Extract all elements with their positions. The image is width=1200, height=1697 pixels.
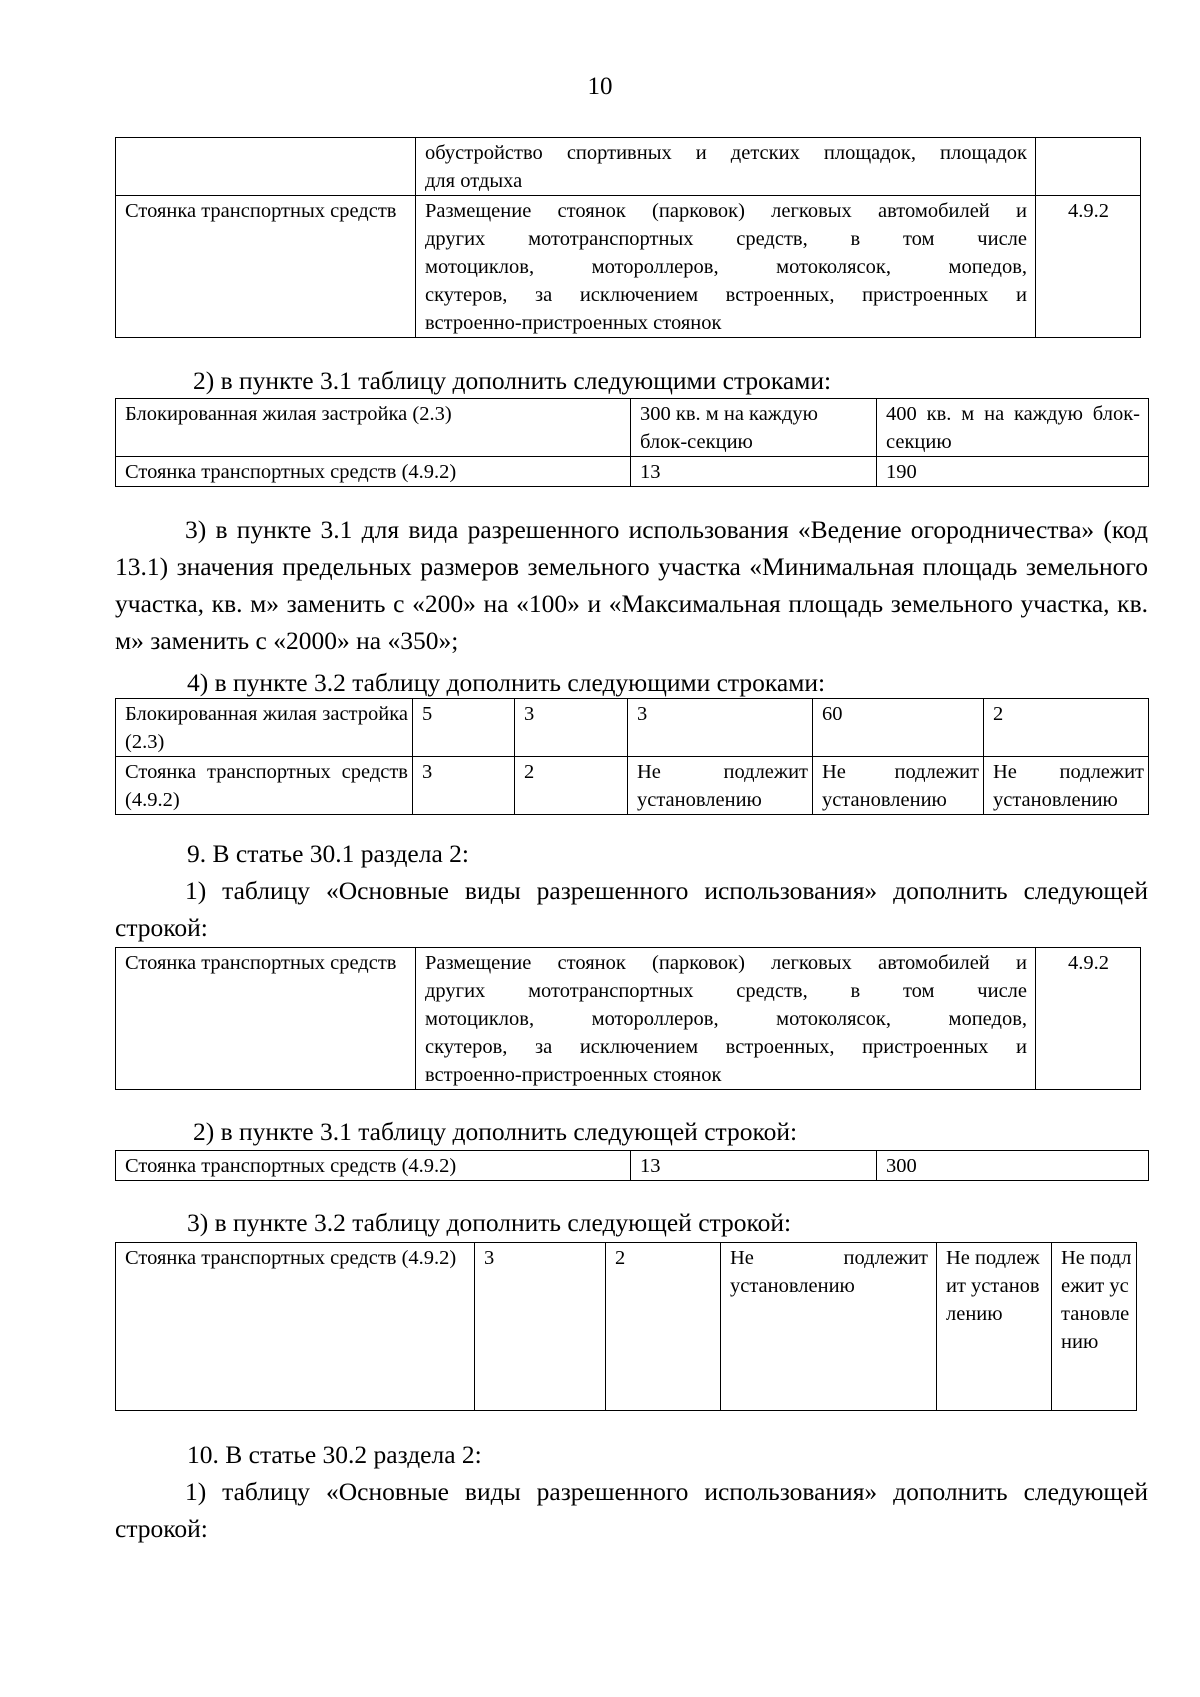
paragraph: 1) таблицу «Основные виды разрешенного использования» дополнить следующей строкой: bbox=[115, 1477, 1148, 1543]
value-cell: Не подлежит установлению bbox=[628, 757, 813, 815]
paragraph: 4) в пункте 3.2 таблицу дополнить следующими строками: bbox=[187, 668, 826, 697]
page-number: 10 bbox=[587, 73, 613, 100]
max-area-cell: 400 кв. м на каждую блок-секцию bbox=[877, 399, 1149, 457]
paragraph: 2) в пункте 3.1 таблицу дополнить следующими строками: bbox=[193, 366, 832, 395]
use-name-cell: Стоянка транспортных средств (4.9.2) bbox=[116, 457, 631, 487]
min-area-cell: 13 bbox=[631, 457, 877, 487]
use-name-cell: Блокированная жилая застройка (2.3) bbox=[116, 399, 631, 457]
table-row bbox=[116, 1243, 1137, 1411]
table-row bbox=[116, 1151, 1149, 1181]
table-row bbox=[116, 138, 1141, 196]
building-params-table bbox=[115, 698, 1149, 815]
use-code-cell: 4.9.2 bbox=[1036, 196, 1141, 338]
permitted-use-table-continued bbox=[115, 137, 1141, 338]
use-name-cell: Стоянка транспортных средств (4.9.2) bbox=[116, 757, 413, 815]
table-row bbox=[116, 699, 1149, 757]
value-cell: 2 bbox=[606, 1243, 721, 1411]
use-name-cell: Стоянка транспортных средств (4.9.2) bbox=[116, 1151, 631, 1181]
value-cell: 2 bbox=[984, 699, 1149, 757]
use-name-cell: Стоянка транспортных средств (4.9.2) bbox=[116, 1243, 475, 1411]
land-area-table bbox=[115, 398, 1149, 487]
value-cell: Не подлежит установлению bbox=[813, 757, 984, 815]
use-description-cell: Размещение стоянок (парковок) легковых автомобилей и других мототранспортных средств, в том числе мотоциклов, мотороллеров, мотоколясок, мопедов, скутеров, за исключением встроенных, пристроенных и встроенно-пристроенных стоянок bbox=[416, 948, 1036, 1090]
min-area-cell: 13 bbox=[631, 1151, 877, 1181]
building-params-table bbox=[115, 1242, 1137, 1411]
table-row bbox=[116, 399, 1149, 457]
table-row bbox=[116, 457, 1149, 487]
value-cell: Не подлежит установлению bbox=[721, 1243, 937, 1411]
paragraph: 3) в пункте 3.1 для вида разрешенного использования «Ведение огородничества» (код 13.1) значения предельных размеров земельного участка «Минимальная площадь земельного участка, кв. м» заменить с «200» на «100» и «Максимальная площадь земельного участка, кв. м» заменить с «2000» на «350»; bbox=[115, 515, 1148, 655]
use-name-cell: Блокированная жилая застройка (2.3) bbox=[116, 699, 413, 757]
value-cell: Не подлежит установлению bbox=[1052, 1243, 1137, 1411]
value-cell: Не подлежит установлению bbox=[984, 757, 1149, 815]
table-row bbox=[116, 196, 1141, 338]
max-area-cell: 300 bbox=[877, 1151, 1149, 1181]
use-description-cell: обустройство спортивных и детских площадок, площадок для отдыха bbox=[416, 138, 1036, 196]
section-heading: 9. В статье 30.1 раздела 2: bbox=[187, 839, 470, 868]
use-code-cell: 4.9.2 bbox=[1036, 948, 1141, 1090]
table-row bbox=[116, 757, 1149, 815]
use-name-cell: Стоянка транспортных средств bbox=[116, 196, 416, 338]
land-area-table bbox=[115, 1150, 1149, 1181]
paragraph: 3) в пункте 3.2 таблицу дополнить следующей строкой: bbox=[187, 1208, 792, 1237]
section-heading: 10. В статье 30.2 раздела 2: bbox=[187, 1440, 482, 1469]
use-name-cell bbox=[116, 138, 416, 196]
value-cell: 2 bbox=[515, 757, 628, 815]
min-area-cell: 300 кв. м на каждую блок-секцию bbox=[631, 399, 877, 457]
value-cell: 3 bbox=[628, 699, 813, 757]
value-cell: Не подлежит установлению bbox=[937, 1243, 1052, 1411]
value-cell: 3 bbox=[515, 699, 628, 757]
use-name-cell: Стоянка транспортных средств bbox=[116, 948, 416, 1090]
value-cell: 3 bbox=[413, 757, 515, 815]
paragraph: 1) таблицу «Основные виды разрешенного использования» дополнить следующей строкой: bbox=[115, 876, 1148, 942]
value-cell: 3 bbox=[475, 1243, 606, 1411]
table-row bbox=[116, 948, 1141, 1090]
paragraph: 2) в пункте 3.1 таблицу дополнить следующей строкой: bbox=[193, 1117, 798, 1146]
permitted-use-table bbox=[115, 947, 1141, 1090]
value-cell: 60 bbox=[813, 699, 984, 757]
value-cell: 5 bbox=[413, 699, 515, 757]
max-area-cell: 190 bbox=[877, 457, 1149, 487]
use-code-cell bbox=[1036, 138, 1141, 196]
use-description-cell: Размещение стоянок (парковок) легковых автомобилей и других мототранспортных средств, в том числе мотоциклов, мотороллеров, мотоколясок, мопедов, скутеров, за исключением встроенных, пристроенных и встроенно-пристроенных стоянок bbox=[416, 196, 1036, 338]
